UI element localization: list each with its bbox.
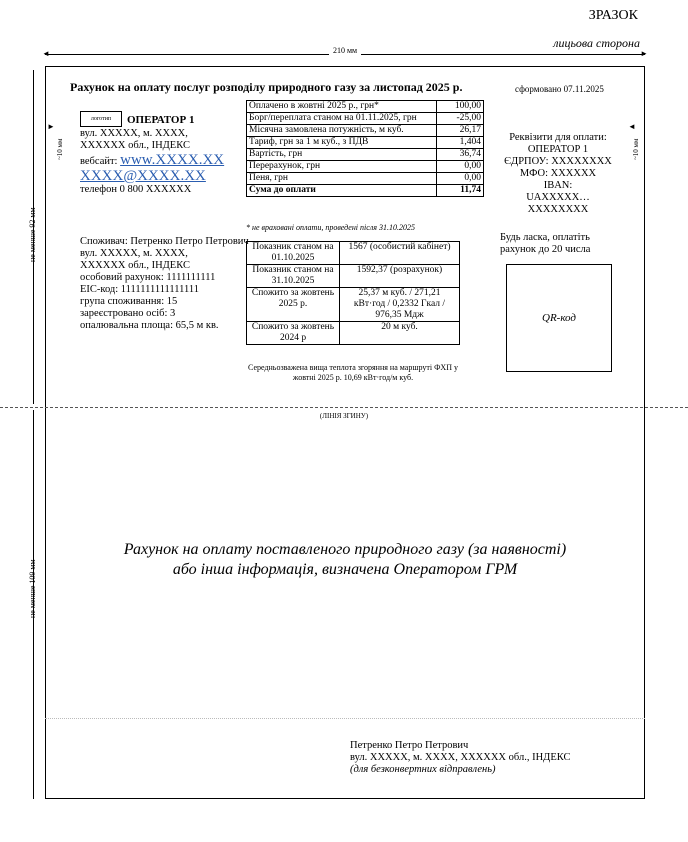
total-row [247,185,484,197]
requisites-edrpou: ЄДРПОУ: ХХХХХХХХ [504,156,612,167]
recipient-block [350,740,571,776]
consumer-area: опалювальна площа: 65,5 м кв. [80,320,219,331]
consumer-account: особовий рахунок: 1111111111 [80,272,216,283]
heat-value-note: Середньозважена вища теплота згоряння на маршруті ФХП у жовтні 2025 р. 10,69 кВт·год/м куб. [248,363,458,382]
meter-value: 1592,37 (розрахунок) [340,265,460,288]
recipient-address: вул. ХХХХХ, м. ХХХХ, ХХХХХХ обл., ІНДЕКС [350,752,571,763]
operator-phone: телефон 0 800 ХХХХХХ [80,184,192,195]
payment-value: -25,00 [437,113,484,125]
payment-label: Оплачено в жовтні 2025 р., грн* [247,101,437,113]
meter-label: Спожито за жовтень 2024 р [247,322,340,345]
table-row [247,173,484,185]
sample-stamp: ЗРАЗОК [588,8,638,23]
consumer-address2: ХХХХХХ обл., ІНДЕКС [80,260,190,271]
requisites-title: Реквізити для оплати: [509,132,607,143]
qr-label: QR-код [542,312,576,324]
table-row [247,265,460,288]
meter-label: Показник станом на 01.10.2025 [247,242,340,265]
payment-requisites [500,132,616,216]
meter-value: 25,37 м куб. / 271,21 кВт·год / 0,2332 Гкал / 976,35 Мдж [340,288,460,322]
table-row [247,242,460,265]
payments-table [246,100,484,197]
meter-value: 20 м куб. [340,322,460,345]
payment-value: 100,00 [437,101,484,113]
payments-note: * не враховані оплати, проведені після 31.10.2025 [246,223,416,232]
table-row [247,125,484,137]
bill-title: Рахунок на оплату послуг розподілу природного газу за листопад 2025 р. [70,80,463,94]
operator-address1: вул. ХХХХХ, м. ХХХХ, [80,128,188,139]
payment-label: Перерахунок, грн [247,161,437,173]
consumer-name: Споживач: Петренко Петро Петрович [80,236,249,247]
middle-info [70,540,620,580]
payment-label: Пеня, грн [247,173,437,185]
payment-label: Борг/переплата станом на 01.11.2025, грн [247,113,437,125]
total-value: 11,74 [437,185,484,197]
upper-height-label: не менше 92 мм [28,207,37,262]
payment-value: 26,17 [437,125,484,137]
side-right-label: ~10 мм [632,138,640,160]
operator-name: ОПЕРАТОР 1 [127,114,195,126]
payment-value: 1,404 [437,137,484,149]
total-label: Сума до оплати [247,185,437,197]
formed-date: сформовано 07.11.2025 [515,84,604,94]
web-label: вебсайт: [80,156,118,167]
recipient-note: (для безконвертних відправлень) [350,764,496,775]
operator-contacts [80,128,224,196]
table-row [247,137,484,149]
qr-code[interactable] [506,264,612,372]
payment-value: 0,00 [437,173,484,185]
table-row [247,288,460,322]
meter-table [246,241,460,345]
width-label: 210 мм [329,46,361,55]
consumer-group: група споживання: 15 [80,296,178,307]
requisites-iban: UAXXXXX…XXXXXXXX [526,192,590,215]
fold-label: (ЛІНІЯ ЗГИНУ) [319,412,369,420]
recipient-name: Петренко Петро Петрович [350,740,469,751]
arrow-left-icon: ◄ [42,49,50,58]
website-link[interactable]: www.XXXX.XX [120,152,225,168]
meter-label: Показник станом на 31.10.2025 [247,265,340,288]
middle-line1: Рахунок на оплату поставленого природного газу (за наявності) [123,541,567,558]
arrow-right-icon: ► [640,49,648,58]
payment-value: 36,74 [437,149,484,161]
requisites-mfo: МФО: ХХХХХХ [519,168,597,179]
email-link[interactable]: XXXX@XXXX.XX [80,168,206,184]
fold-line [0,407,688,408]
payment-label: Тариф, грн за 1 м куб., з ПДВ [247,137,437,149]
payment-value: 0,00 [437,161,484,173]
lower-height-label: не менше 109 мм [28,559,37,618]
operator-logo: логотип [80,111,122,127]
table-row [247,113,484,125]
arrow-left-icon: ◄ [628,122,636,131]
arrow-right-icon: ► [47,122,55,131]
payment-label: Вартість, грн [247,149,437,161]
table-row [247,149,484,161]
operator-address2: ХХХХХХ обл., ІНДЕКС [80,140,190,151]
table-row [247,322,460,345]
consumer-persons: зареєстровано осіб: 3 [80,308,176,319]
table-row [247,101,484,113]
side-left-label: ~10 мм [56,138,64,160]
requisites-name: ОПЕРАТОР 1 [527,144,589,155]
meter-value: 1567 (особистий кабінет) [340,242,460,265]
payment-label: Місячна замовлена потужність, м куб. [247,125,437,137]
meter-label: Спожито за жовтень 2025 р. [247,288,340,322]
width-dimension [42,46,648,60]
table-row [247,161,484,173]
requisites-iban-label: IBAN: [543,180,573,191]
face-side-label: лицьова сторона [553,36,640,50]
middle-line2: або інша інформація, визначена Оператором ГРМ [172,561,518,578]
consumer-address1: вул. ХХХХХ, м. ХХХХ, [80,248,188,259]
consumer-eic: ЕІС-код: 1111111111111111 [80,284,199,295]
address-divider [45,718,645,719]
consumer-info [80,236,252,332]
pay-request: Будь ласка, оплатіть рахунок до 20 числа [500,232,591,255]
